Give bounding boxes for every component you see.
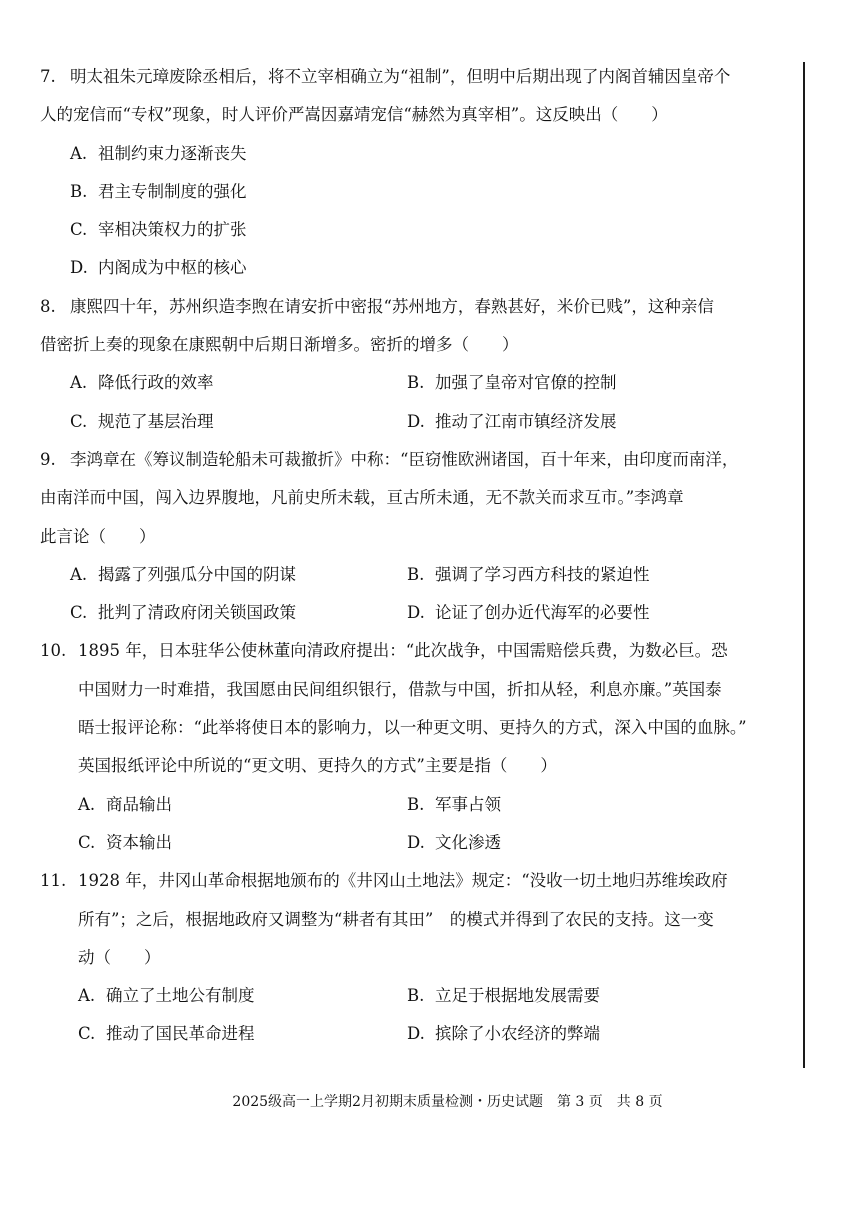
option-text: 降低行政的效率 [98, 373, 214, 393]
option-text: 商品输出 [106, 794, 172, 814]
option-d [407, 1015, 600, 1053]
question-9 [40, 441, 780, 632]
option-row [70, 249, 780, 287]
question-11 [40, 862, 780, 1053]
option-b [70, 173, 247, 211]
stem-line: 晤士报评论称：“此举将使日本的影响力，以一种更文明、更持久的方式，深入中国的血脉。” [78, 718, 747, 738]
option-letter: A. [70, 373, 88, 393]
option-text: 强调了学习西方科技的紧迫性 [435, 564, 650, 584]
question-number: 7. [40, 67, 56, 86]
stem-line: 英国报纸评论中所说的“更文明、更持久的方式”主要是指（ ） [78, 756, 557, 776]
stem-line: 明太祖朱元璋废除丞相后，将不立宰相确立为“祖制”，但明中后期出现了内阁首辅因皇帝个 [70, 67, 731, 86]
stem-line: 人的宠信而“专权”现象，时人评价严嵩因嘉靖宠信“赫然为真宰相”。这反映出（ ） [40, 105, 668, 125]
option-row [78, 977, 780, 1015]
binding-margin-rule [803, 62, 805, 1068]
option-text: 立足于根据地发展需要 [435, 986, 600, 1006]
option-d [407, 824, 501, 862]
option-c [70, 403, 407, 441]
option-letter: B. [70, 181, 88, 201]
option-list [40, 977, 780, 1054]
option-letter: A. [78, 986, 96, 1006]
option-row [70, 135, 780, 173]
option-a [70, 556, 407, 594]
question-number: 9. [40, 449, 56, 469]
option-d [407, 403, 617, 441]
questions-container [40, 58, 780, 1054]
question-number: 11. [40, 871, 67, 891]
option-c [70, 211, 247, 249]
option-text: 加强了皇帝对官僚的控制 [435, 373, 617, 393]
option-text: 揭露了列强瓜分中国的阴谋 [98, 564, 296, 584]
option-letter: A. [70, 564, 88, 584]
option-letter: D. [407, 832, 425, 852]
option-row [78, 786, 780, 824]
option-b [407, 364, 617, 402]
option-letter: C. [78, 1024, 96, 1044]
option-b [407, 786, 501, 824]
option-letter: D. [407, 411, 425, 431]
question-stem [40, 862, 780, 977]
question-stem [40, 288, 780, 365]
option-letter: B. [407, 986, 425, 1006]
question-8 [40, 288, 780, 441]
option-list [40, 364, 780, 441]
option-text: 文化渗透 [435, 832, 501, 852]
option-row [70, 403, 780, 441]
stem-line: 1928 年，井冈山革命根据地颁布的《井冈山土地法》规定：“没收一切土地归苏维埃政府 [78, 871, 728, 891]
option-text: 确立了土地公有制度 [106, 986, 255, 1006]
option-c [70, 594, 407, 632]
option-text: 批判了清政府闭关锁国政策 [98, 603, 296, 623]
option-d [407, 594, 650, 632]
option-letter: C. [78, 832, 96, 852]
question-10 [40, 632, 780, 862]
stem-line: 借密折上奏的现象在康熙朝中后期日渐增多。密折的增多（ ） [40, 335, 519, 355]
option-row [70, 556, 780, 594]
option-text: 君主专制制度的强化 [98, 181, 247, 201]
option-letter: C. [70, 411, 88, 431]
option-text: 摈除了小农经济的弊端 [435, 1024, 600, 1044]
option-letter: D. [70, 258, 88, 278]
option-row [70, 594, 780, 632]
option-a [78, 786, 407, 824]
option-b [407, 556, 650, 594]
option-list [40, 135, 780, 288]
option-letter: A. [70, 143, 88, 163]
option-text: 军事占领 [435, 794, 501, 814]
option-d [70, 249, 247, 287]
option-row [78, 824, 780, 862]
question-7 [40, 58, 780, 288]
option-list [40, 556, 780, 633]
question-stem [40, 58, 780, 135]
question-stem [40, 632, 780, 785]
option-text: 宰相决策权力的扩张 [98, 220, 247, 240]
question-stem [40, 441, 780, 556]
option-row [70, 173, 780, 211]
question-number: 10. [40, 641, 67, 661]
option-letter: B. [407, 564, 425, 584]
stem-line: 李鸿章在《筹议制造轮船未可裁撤折》中称：“臣窃惟欧洲诸国，百十年来，由印度而南洋， [70, 449, 739, 469]
option-c [78, 1015, 407, 1053]
option-c [78, 824, 407, 862]
option-letter: B. [407, 794, 425, 814]
option-text: 推动了国民革命进程 [106, 1024, 255, 1044]
option-text: 规范了基层治理 [98, 411, 214, 431]
stem-line: 中国财力一时难措，我国愿由民间组织银行，借款与中国，折扣从轻，利息亦廉。”英国泰 [78, 679, 722, 699]
option-list [40, 786, 780, 863]
stem-line: 所有”；之后，根据地政府又调整为“耕者有其田” 的模式并得到了农民的支持。这一变 [78, 909, 714, 929]
stem-line: 康熙四十年，苏州织造李煦在请安折中密报“苏州地方，春熟甚好，米价已贱”，这种亲信 [70, 296, 714, 316]
option-a [70, 364, 407, 402]
option-letter: D. [407, 603, 425, 623]
option-letter: A. [78, 794, 96, 814]
stem-line: 1895 年，日本驻华公使林董向清政府提出：“此次战争，中国需赔偿兵费，为数必巨。恐 [78, 641, 728, 661]
option-text: 资本输出 [106, 832, 172, 852]
option-text: 论证了创办近代海军的必要性 [435, 603, 650, 623]
question-number: 8. [40, 296, 56, 316]
option-letter: D. [407, 1024, 425, 1044]
option-row [70, 364, 780, 402]
option-text: 内阁成为中枢的核心 [98, 258, 247, 278]
stem-line: 此言论（ ） [40, 526, 156, 546]
option-letter: C. [70, 603, 88, 623]
option-row [78, 1015, 780, 1053]
option-b [407, 977, 600, 1015]
option-a [78, 977, 407, 1015]
stem-line: 动（ ） [78, 947, 161, 967]
option-text: 祖制约束力逐渐丧失 [98, 143, 247, 163]
option-text: 推动了江南市镇经济发展 [435, 411, 617, 431]
stem-line: 由南洋而中国，闯入边界腹地，凡前史所未载，亘古所未通，无不款关而求互市。”李鸿章 [40, 488, 684, 508]
option-a [70, 135, 247, 173]
option-letter: B. [407, 373, 425, 393]
option-letter: C. [70, 220, 88, 240]
page-footer: 2025级高一上学期2月初期末质量检测・历史试题 第 3 页 共 8 页 [232, 1094, 663, 1110]
option-row [70, 211, 780, 249]
